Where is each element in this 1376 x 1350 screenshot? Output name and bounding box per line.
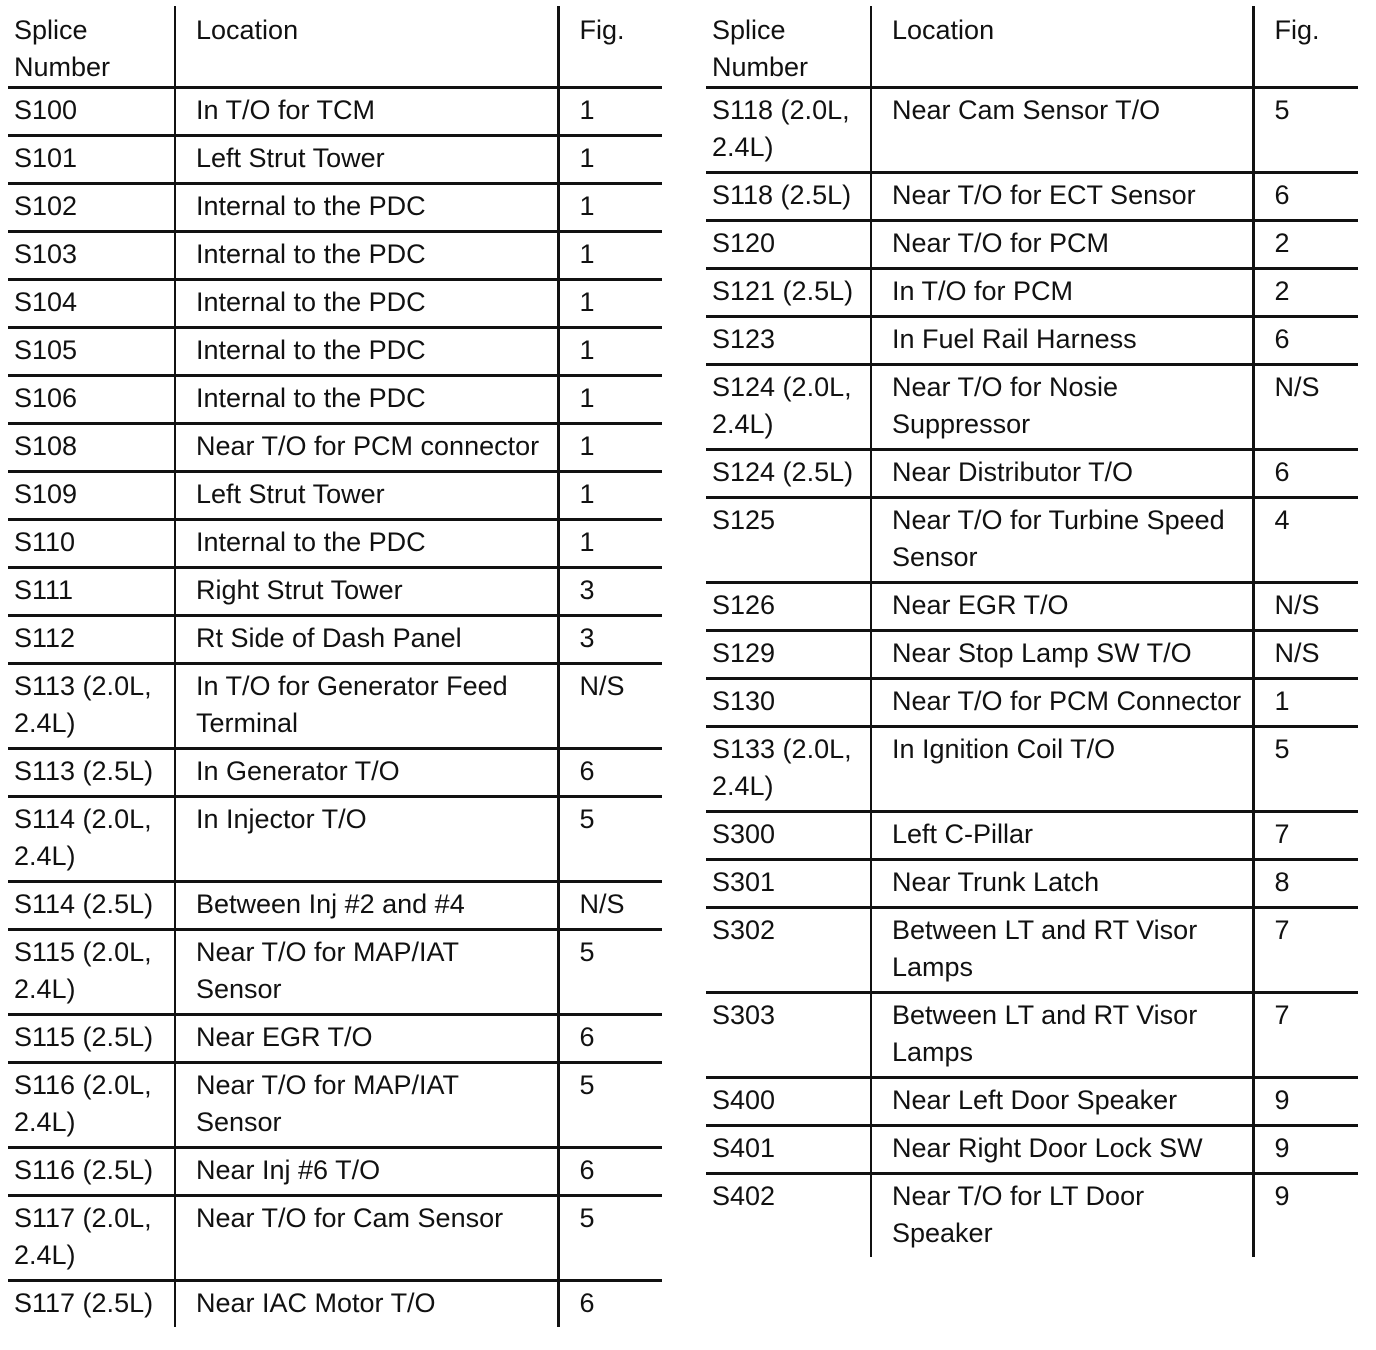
location-cell: In T/O for Generator Feed Terminal	[175, 664, 558, 749]
splice-number-cell: S106	[8, 376, 175, 424]
header-splice-number: Splice Number	[706, 6, 871, 88]
location-cell: Near T/O for ECT Sensor	[871, 173, 1253, 221]
location-cell: Near T/O for MAP/IAT Sensor	[175, 1063, 558, 1148]
location-cell: Internal to the PDC	[175, 184, 558, 232]
location-cell: Near Distributor T/O	[871, 450, 1253, 498]
location-cell: Near EGR T/O	[871, 583, 1253, 631]
fig-cell: 1	[558, 520, 662, 568]
location-cell: Between Inj #2 and #4	[175, 882, 558, 930]
table-row	[8, 797, 662, 882]
table-row	[8, 472, 662, 520]
splice-number-cell: S115 (2.0L, 2.4L)	[8, 930, 175, 1015]
table-row	[706, 173, 1358, 221]
table-row	[8, 1281, 662, 1328]
table-row	[706, 498, 1358, 583]
location-cell: Right Strut Tower	[175, 568, 558, 616]
location-cell: Internal to the PDC	[175, 376, 558, 424]
fig-cell: N/S	[1253, 631, 1358, 679]
splice-number-cell: S118 (2.5L)	[706, 173, 871, 221]
header-fig: Fig.	[1253, 6, 1358, 88]
location-cell: Near T/O for PCM connector	[175, 424, 558, 472]
table-row	[8, 749, 662, 797]
fig-cell: 3	[558, 616, 662, 664]
splice-table-right	[706, 6, 1358, 1257]
splice-number-cell: S124 (2.0L, 2.4L)	[706, 365, 871, 450]
location-cell: Between LT and RT Visor Lamps	[871, 908, 1253, 993]
table-row	[8, 376, 662, 424]
location-cell: Near Left Door Speaker	[871, 1078, 1253, 1126]
fig-cell: 6	[558, 749, 662, 797]
location-cell: Near Right Door Lock SW	[871, 1126, 1253, 1174]
table-row	[706, 1174, 1358, 1258]
location-cell: Internal to the PDC	[175, 232, 558, 280]
location-cell: Internal to the PDC	[175, 520, 558, 568]
splice-number-cell: S303	[706, 993, 871, 1078]
splice-number-cell: S114 (2.5L)	[8, 882, 175, 930]
splice-number-cell: S108	[8, 424, 175, 472]
fig-cell: 2	[1253, 269, 1358, 317]
fig-cell: N/S	[1253, 583, 1358, 631]
fig-cell: 4	[1253, 498, 1358, 583]
location-cell: Near IAC Motor T/O	[175, 1281, 558, 1328]
fig-cell: 5	[1253, 727, 1358, 812]
location-cell: In T/O for TCM	[175, 88, 558, 136]
splice-number-cell: S112	[8, 616, 175, 664]
splice-table-left	[8, 6, 662, 1327]
splice-number-cell: S302	[706, 908, 871, 993]
location-cell: Near EGR T/O	[175, 1015, 558, 1063]
splice-number-cell: S118 (2.0L, 2.4L)	[706, 88, 871, 173]
splice-number-cell: S113 (2.0L, 2.4L)	[8, 664, 175, 749]
splice-number-cell: S104	[8, 280, 175, 328]
splice-number-cell: S103	[8, 232, 175, 280]
fig-cell: 7	[1253, 993, 1358, 1078]
table-row	[706, 727, 1358, 812]
fig-cell: 1	[558, 376, 662, 424]
splice-number-cell: S105	[8, 328, 175, 376]
location-cell: Near Inj #6 T/O	[175, 1148, 558, 1196]
fig-cell: 7	[1253, 908, 1358, 993]
table-row	[8, 882, 662, 930]
table-header-row	[8, 6, 662, 88]
splice-number-cell: S300	[706, 812, 871, 860]
splice-number-cell: S301	[706, 860, 871, 908]
fig-cell: 1	[558, 424, 662, 472]
fig-cell: 1	[558, 184, 662, 232]
table-row	[8, 520, 662, 568]
table-row	[8, 280, 662, 328]
table-row	[8, 184, 662, 232]
fig-cell: 1	[558, 472, 662, 520]
fig-cell: 6	[1253, 450, 1358, 498]
header-location: Location	[175, 6, 558, 88]
splice-number-cell: S116 (2.5L)	[8, 1148, 175, 1196]
fig-cell: 9	[1253, 1126, 1358, 1174]
fig-cell: N/S	[1253, 365, 1358, 450]
table-row	[706, 88, 1358, 173]
table-row	[8, 136, 662, 184]
fig-cell: 9	[1274, 1181, 1290, 1211]
fig-cell: 6	[558, 1148, 662, 1196]
fig-cell: 6	[558, 1015, 662, 1063]
table-row	[8, 328, 662, 376]
fig-cell: 3	[558, 568, 662, 616]
table-row	[706, 450, 1358, 498]
fig-cell: N/S	[558, 664, 662, 749]
splice-number-cell: S401	[706, 1126, 871, 1174]
table-row	[706, 631, 1358, 679]
table-row	[706, 269, 1358, 317]
fig-cell: N/S	[558, 882, 662, 930]
splice-number-cell: S111	[8, 568, 175, 616]
fig-cell: 5	[1253, 88, 1358, 173]
fig-cell: 1	[558, 136, 662, 184]
table-row	[8, 1148, 662, 1196]
location-cell: Near T/O for LT Door Speaker	[871, 1174, 1253, 1258]
table-row	[706, 908, 1358, 993]
fig-cell: 1	[558, 280, 662, 328]
fig-cell: 1	[558, 88, 662, 136]
fig-cell: 5	[558, 1196, 662, 1281]
fig-cell: 7	[1253, 812, 1358, 860]
fig-cell: 9	[1253, 1078, 1358, 1126]
location-cell: In Generator T/O	[175, 749, 558, 797]
splice-number-cell: S101	[8, 136, 175, 184]
splice-number-cell: S117 (2.0L, 2.4L)	[8, 1196, 175, 1281]
splice-number-cell: S114 (2.0L, 2.4L)	[8, 797, 175, 882]
table-row	[8, 232, 662, 280]
fig-cell: 6	[579, 1288, 595, 1318]
splice-number-cell: S109	[8, 472, 175, 520]
location-cell: Near T/O for MAP/IAT Sensor	[175, 930, 558, 1015]
header-fig: Fig.	[558, 6, 662, 88]
splice-number-cell: S124 (2.5L)	[706, 450, 871, 498]
header-location: Location	[871, 6, 1253, 88]
fig-cell: 1	[558, 328, 662, 376]
table-row	[706, 993, 1358, 1078]
location-cell: Internal to the PDC	[175, 328, 558, 376]
location-cell: Near T/O for Turbine Speed Sensor	[871, 498, 1253, 583]
splice-number-cell: S102	[8, 184, 175, 232]
splice-number-cell: S116 (2.0L, 2.4L)	[8, 1063, 175, 1148]
splice-number-cell: S129	[706, 631, 871, 679]
splice-number-cell: S121 (2.5L)	[706, 269, 871, 317]
splice-number-cell: S110	[8, 520, 175, 568]
location-cell: In Injector T/O	[175, 797, 558, 882]
splice-number-cell: S113 (2.5L)	[8, 749, 175, 797]
splice-number-cell: S400	[706, 1078, 871, 1126]
location-cell: Near Trunk Latch	[871, 860, 1253, 908]
table-row	[8, 1196, 662, 1281]
splice-number-cell: S100	[8, 88, 175, 136]
splice-number-cell: S133 (2.0L, 2.4L)	[706, 727, 871, 812]
splice-number-cell: S117 (2.5L)	[8, 1281, 175, 1328]
table-row	[706, 317, 1358, 365]
table-row	[8, 1015, 662, 1063]
splice-number-cell: S126	[706, 583, 871, 631]
splice-number-cell: S130	[706, 679, 871, 727]
fig-cell: 8	[1253, 860, 1358, 908]
location-cell: In T/O for PCM	[871, 269, 1253, 317]
table-row	[8, 616, 662, 664]
location-cell: In Fuel Rail Harness	[871, 317, 1253, 365]
table-row	[706, 860, 1358, 908]
splice-number-cell: S125	[706, 498, 871, 583]
location-cell: Internal to the PDC	[175, 280, 558, 328]
fig-cell: 5	[558, 1063, 662, 1148]
location-cell: Near T/O for PCM	[871, 221, 1253, 269]
location-cell: In Ignition Coil T/O	[871, 727, 1253, 812]
table-row	[706, 812, 1358, 860]
fig-cell: 5	[558, 797, 662, 882]
table-row	[706, 365, 1358, 450]
table-row	[8, 424, 662, 472]
fig-cell: 2	[1253, 221, 1358, 269]
splice-number-cell: S120	[706, 221, 871, 269]
location-cell: Left Strut Tower	[175, 136, 558, 184]
table-row	[8, 664, 662, 749]
fig-cell: 6	[1253, 173, 1358, 221]
table-row	[8, 568, 662, 616]
table-row	[706, 583, 1358, 631]
location-cell: Left Strut Tower	[175, 472, 558, 520]
location-cell: Between LT and RT Visor Lamps	[871, 993, 1253, 1078]
header-splice-number: Splice Number	[8, 6, 175, 88]
location-cell: Rt Side of Dash Panel	[175, 616, 558, 664]
splice-number-cell: S123	[706, 317, 871, 365]
fig-cell: 1	[1253, 679, 1358, 727]
table-row	[706, 1078, 1358, 1126]
fig-cell: 6	[1253, 317, 1358, 365]
location-cell: Left C-Pillar	[871, 812, 1253, 860]
table-header-row	[706, 6, 1358, 88]
table-row	[706, 1126, 1358, 1174]
location-cell: Near Stop Lamp SW T/O	[871, 631, 1253, 679]
location-cell: Near T/O for Cam Sensor	[175, 1196, 558, 1281]
table-row	[8, 930, 662, 1015]
table-row	[8, 88, 662, 136]
fig-cell: 1	[558, 232, 662, 280]
table-row	[706, 679, 1358, 727]
splice-number-cell: S402	[706, 1174, 871, 1258]
table-row	[706, 221, 1358, 269]
splice-number-cell: S115 (2.5L)	[8, 1015, 175, 1063]
location-cell: Near T/O for PCM Connector	[871, 679, 1253, 727]
location-cell: Near T/O for Nosie Suppressor	[871, 365, 1253, 450]
table-row	[8, 1063, 662, 1148]
fig-cell: 5	[558, 930, 662, 1015]
location-cell: Near Cam Sensor T/O	[871, 88, 1253, 173]
